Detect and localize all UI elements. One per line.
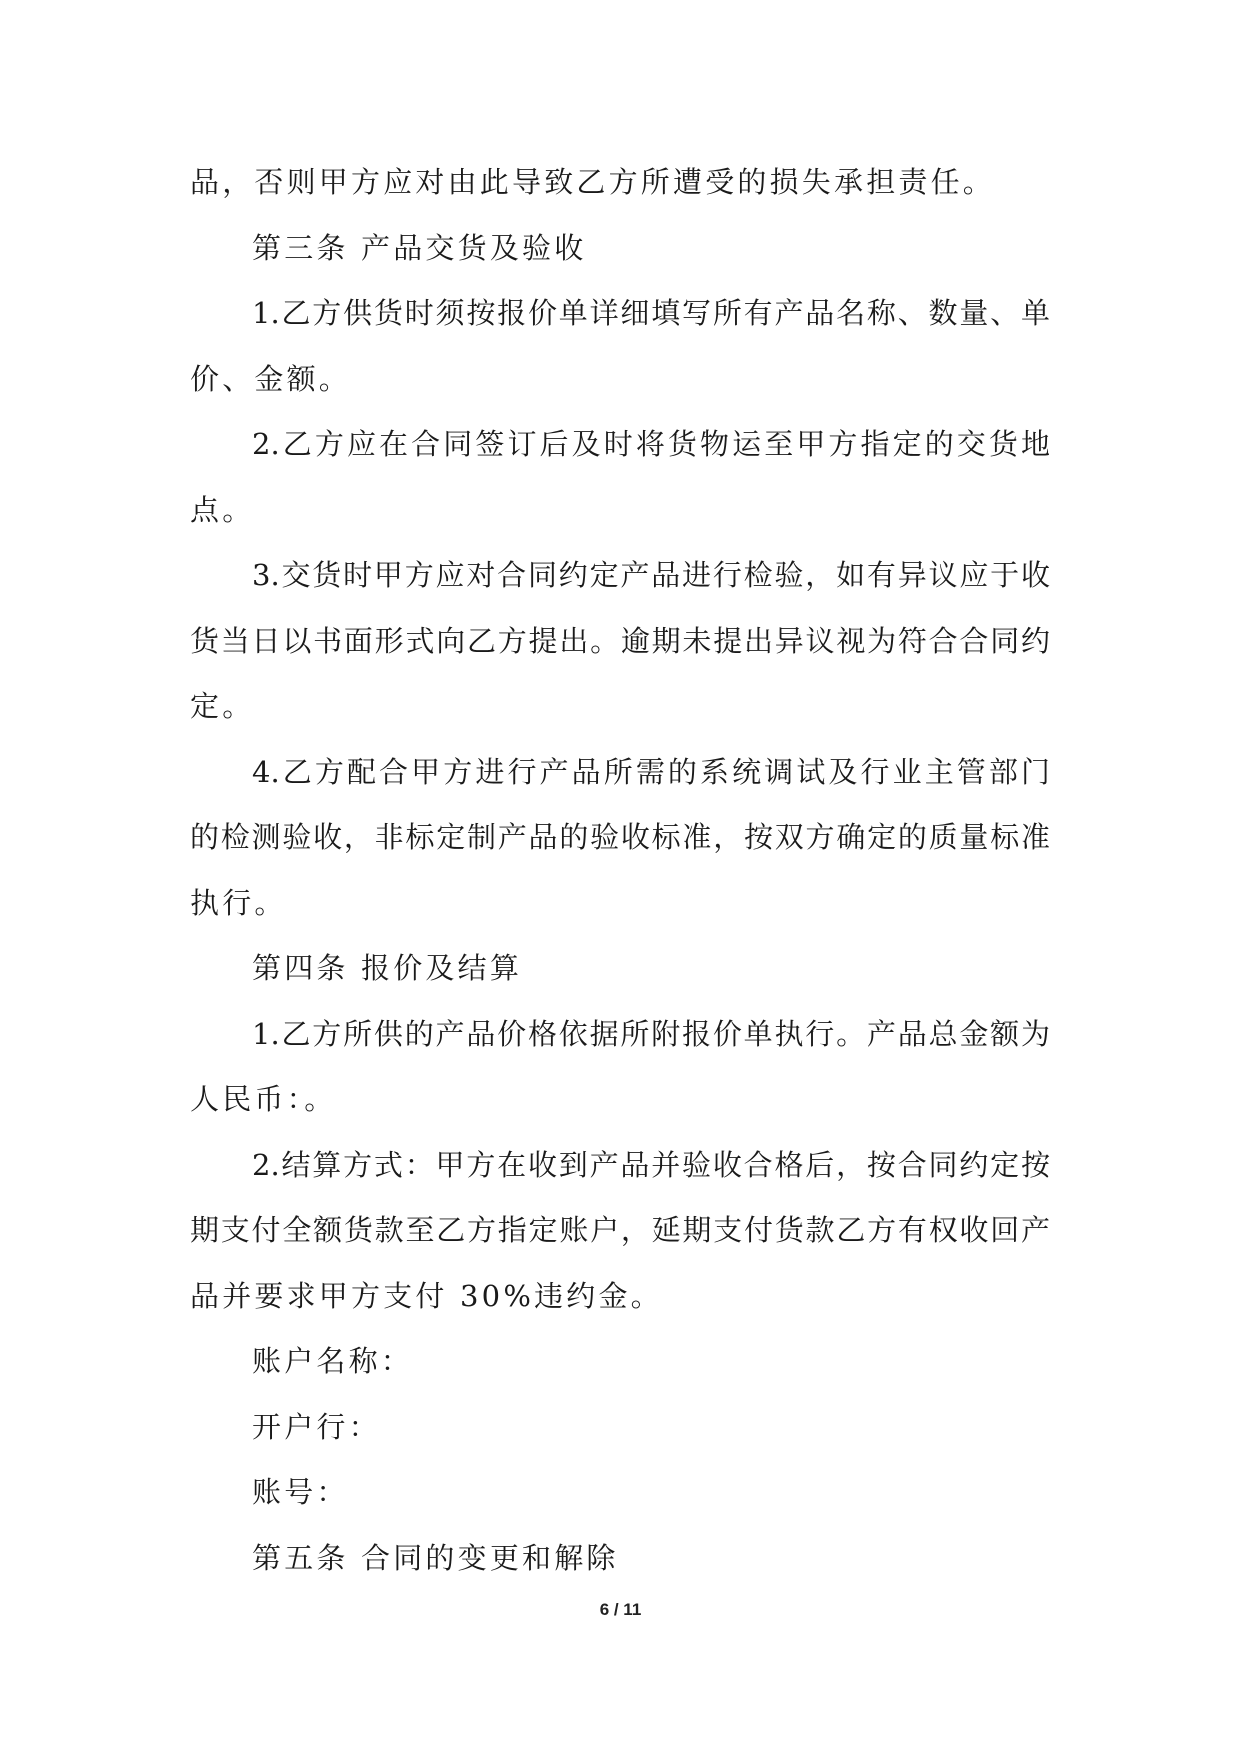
paragraph-line: 的检测验收，非标定制产品的验收标准，按双方确定的质量标准: [190, 820, 1050, 854]
paragraph-line: 人民币：。: [190, 1082, 337, 1116]
paragraph-line: 点。: [190, 492, 255, 527]
paragraph-line: 定。: [190, 689, 255, 723]
paragraph-line: 3.交货时甲方应对合同约定产品进行检验，如有异议应于收: [252, 558, 1050, 592]
paragraph-line: 品，否则甲方应对由此导致乙方所遭受的损失承担责任。: [190, 165, 996, 199]
paragraph-line: 1.乙方供货时须按报价单详细填写所有产品名称、数量、单: [252, 296, 1050, 330]
paragraph-line: 期支付全额货款至乙方指定账户，延期支付货款乙方有权收回产: [190, 1213, 1050, 1247]
section-heading-3: 第三条 产品交货及验收: [252, 230, 587, 265]
paragraph-line: 执行。: [190, 885, 287, 920]
account-name-label: 账户名称：: [252, 1344, 414, 1378]
paragraph-line: 1.乙方所供的产品价格依据所附报价单执行。产品总金额为: [252, 1016, 1050, 1051]
paragraph-line: 品并要求甲方支付 30%违约金。: [190, 1278, 663, 1313]
paragraph-line: 2.乙方应在合同签订后及时将货物运至甲方指定的交货地: [252, 427, 1050, 461]
paragraph-line: 货当日以书面形式向乙方提出。逾期未提出异议视为符合合同约: [190, 623, 1050, 658]
account-number-label: 账号：: [252, 1475, 349, 1509]
paragraph-line: 4.乙方配合甲方进行产品所需的系统调试及行业主管部门: [252, 754, 1050, 789]
bank-label: 开户行：: [252, 1409, 381, 1444]
paragraph-line: 2.结算方式：甲方在收到产品并验收合格后，按合同约定按: [252, 1147, 1050, 1182]
document-body: [190, 150, 1050, 1591]
page-number: 6 / 11: [599, 1600, 642, 1619]
section-heading-5: 第五条 合同的变更和解除: [252, 1540, 619, 1575]
section-heading-4: 第四条 报价及结算: [252, 951, 523, 985]
paragraph-line: 价、金额。: [190, 361, 352, 396]
